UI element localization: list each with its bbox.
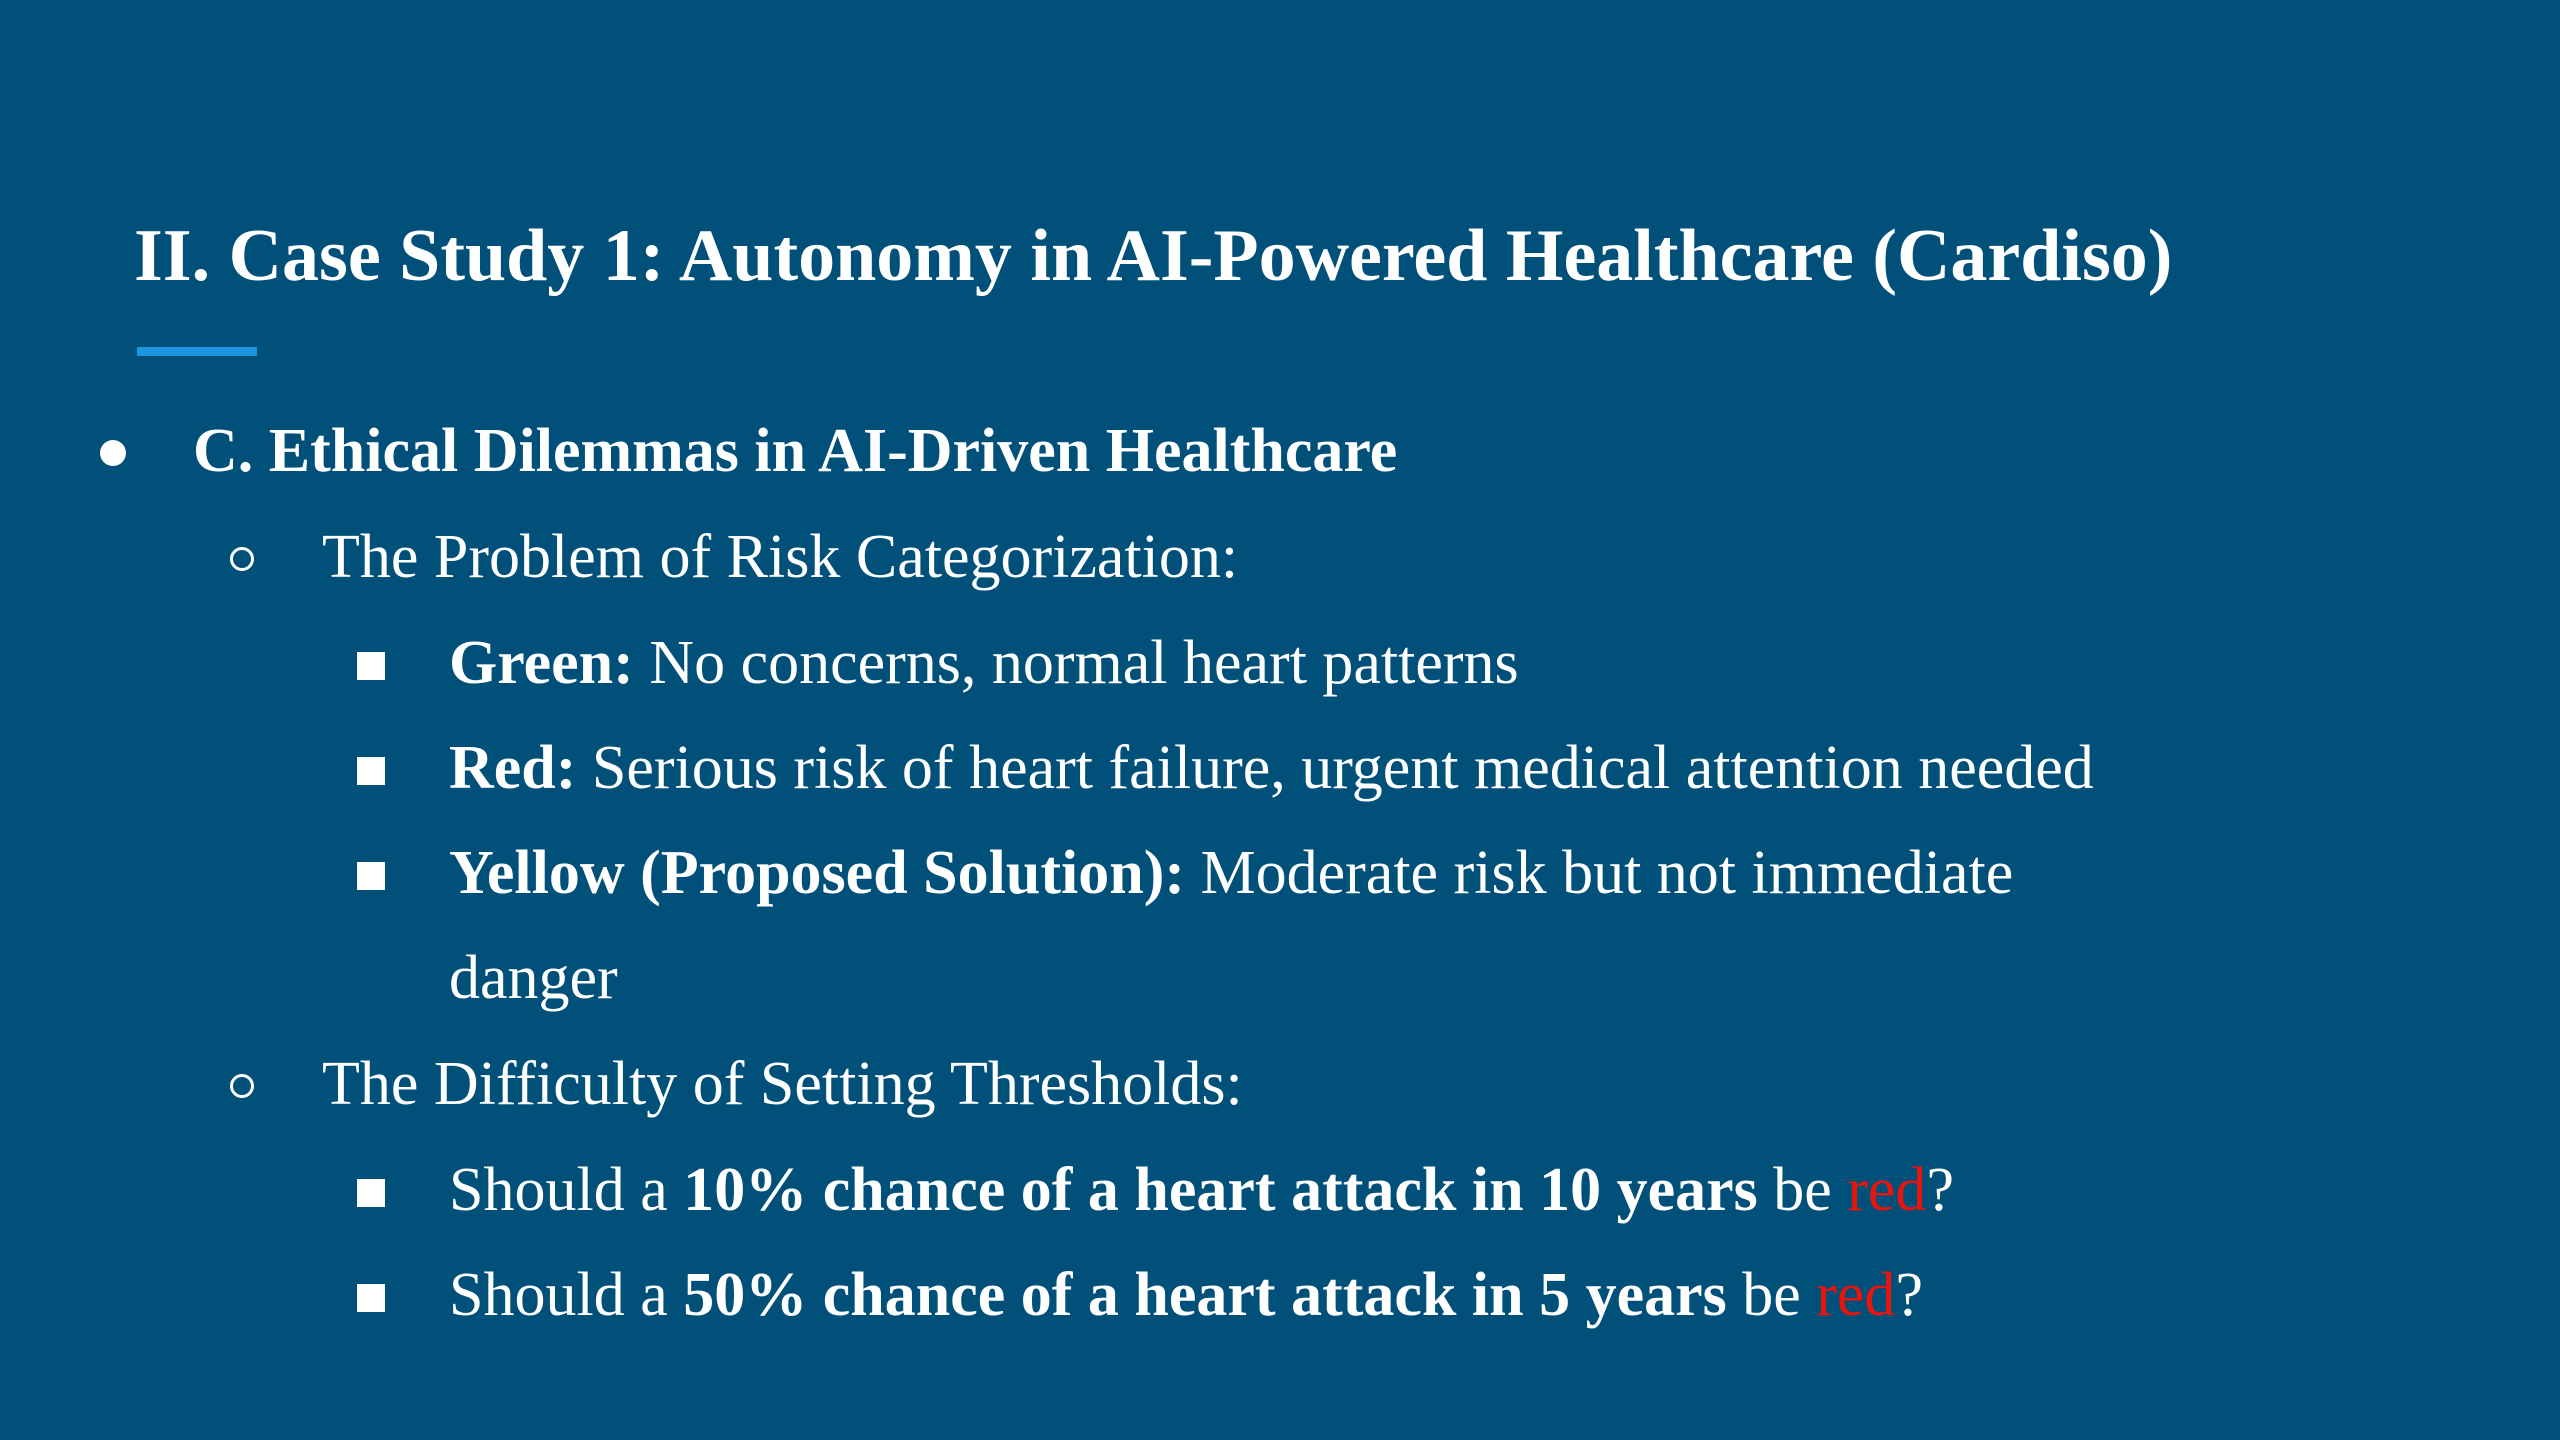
square-bullet-icon: [357, 1284, 385, 1312]
item-text: Serious risk of heart failure, urgent medical attention needed: [576, 734, 2094, 802]
list-item-green: [449, 628, 1519, 698]
item-middle: be: [1757, 1156, 1848, 1224]
square-bullet-icon: [357, 862, 385, 890]
title-underline-accent: [137, 347, 257, 356]
section-heading: C. Ethical Dilemmas in AI-Driven Healthcare: [193, 417, 1398, 485]
item-prefix: Should a: [449, 1261, 684, 1329]
square-bullet-icon: [357, 1179, 385, 1207]
item-middle: be: [1726, 1261, 1817, 1329]
item-emphasis: 50% chance of a heart attack in 5 years: [683, 1261, 1727, 1329]
square-bullet-icon: [357, 652, 385, 680]
list-item-yellow: [449, 838, 2013, 908]
subsection-heading-risk-categorization: The Problem of Risk Categorization:: [322, 523, 1239, 591]
item-label: Yellow (Proposed Solution):: [449, 839, 1186, 907]
item-suffix: ?: [1895, 1261, 1923, 1329]
hollow-circle-bullet-icon: [230, 1074, 254, 1098]
hollow-circle-bullet-icon: [230, 547, 254, 571]
item-label: Red:: [449, 734, 577, 802]
list-item-yellow-continuation: danger: [449, 944, 618, 1012]
list-item-threshold-10-percent: [449, 1155, 1954, 1225]
item-prefix: Should a: [449, 1156, 684, 1224]
list-item-red: [449, 733, 2094, 803]
filled-circle-bullet-icon: [100, 440, 126, 466]
item-text: No concerns, normal heart patterns: [633, 629, 1519, 697]
item-text: Moderate risk but not immediate: [1185, 839, 2014, 907]
square-bullet-icon: [357, 757, 385, 785]
item-highlight-red: red: [1816, 1261, 1896, 1329]
item-highlight-red: red: [1847, 1156, 1927, 1224]
list-item-threshold-50-percent: [449, 1260, 1923, 1330]
item-label: Green:: [449, 629, 634, 697]
slide-title: II. Case Study 1: Autonomy in AI-Powered Healthcare (Cardiso): [134, 215, 2173, 297]
item-suffix: ?: [1926, 1156, 1954, 1224]
item-emphasis: 10% chance of a heart attack in 10 years: [683, 1156, 1758, 1224]
subsection-heading-thresholds: The Difficulty of Setting Thresholds:: [322, 1050, 1243, 1118]
